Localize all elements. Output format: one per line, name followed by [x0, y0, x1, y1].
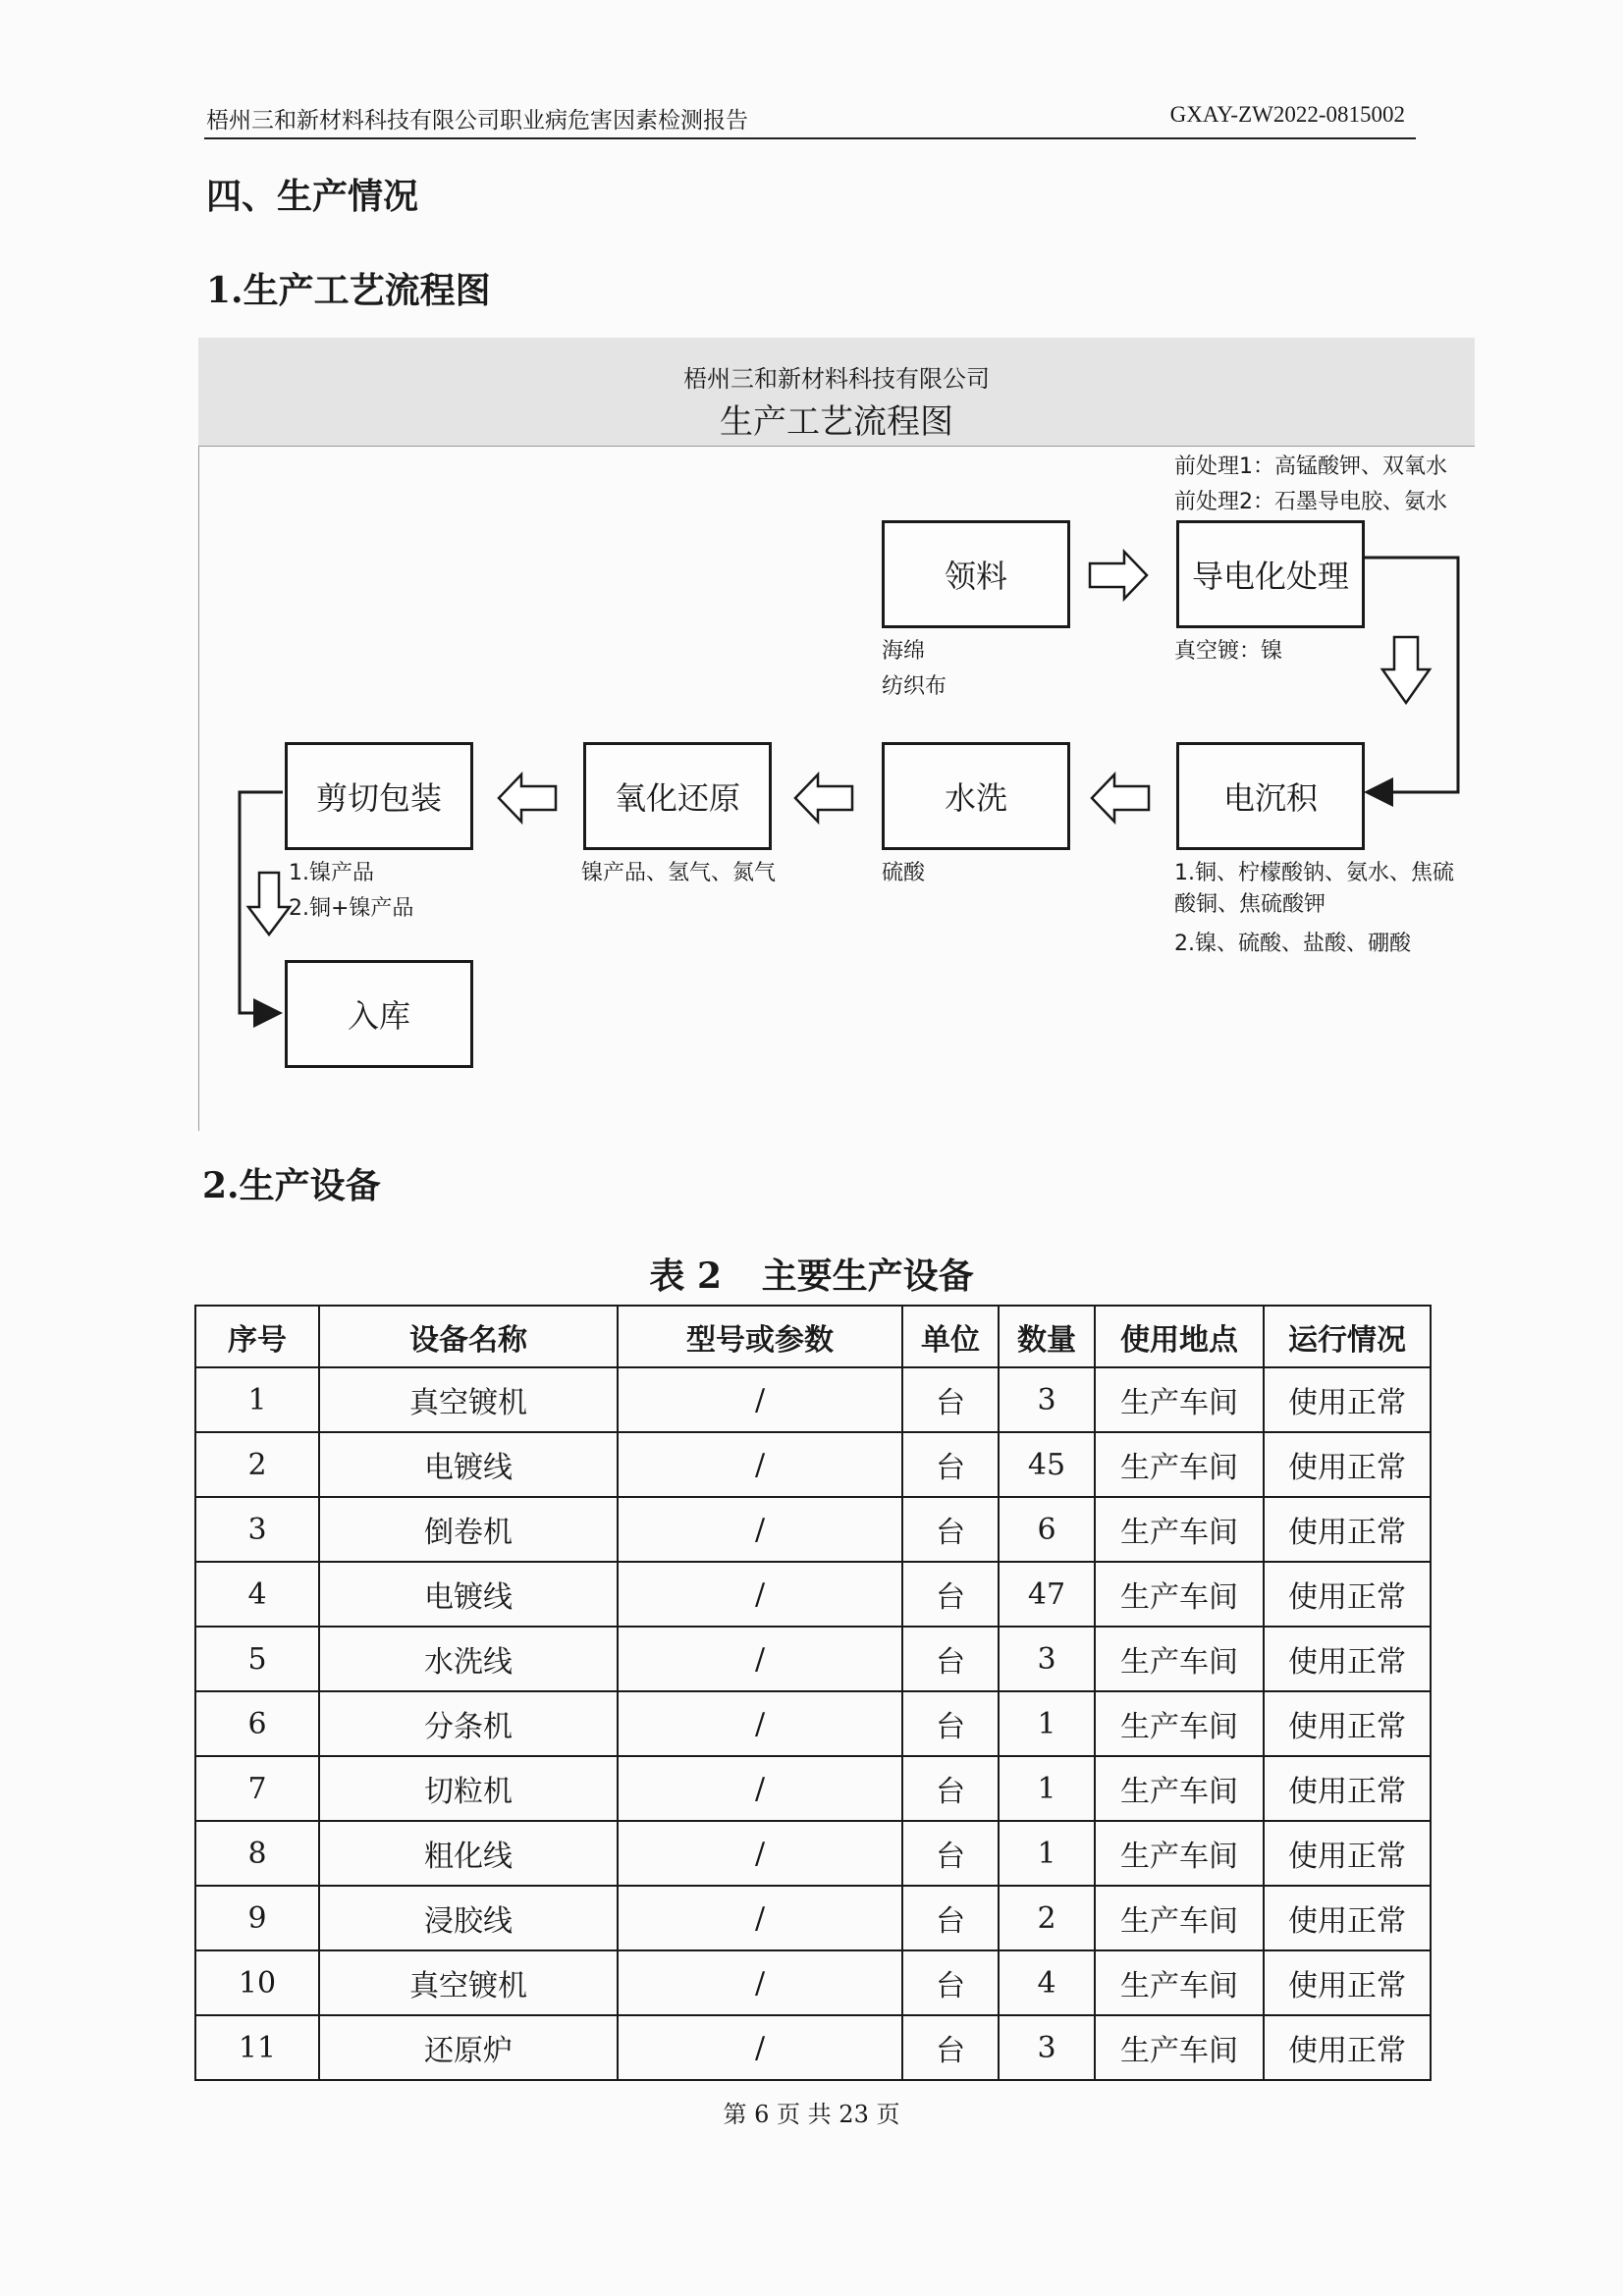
cell-qty: 4 — [999, 1950, 1095, 2015]
cell-model: / — [618, 1497, 902, 1562]
cell-model: / — [618, 1627, 902, 1691]
cell-model: / — [618, 1950, 902, 2015]
cell-location: 生产车间 — [1095, 1950, 1264, 2015]
cell-model: / — [618, 1562, 902, 1627]
flowchart-title: 生产工艺流程图 — [720, 402, 953, 442]
cell-status: 使用正常 — [1264, 2015, 1431, 2080]
cell-unit: 台 — [902, 2015, 999, 2080]
table-row — [195, 1432, 1431, 1497]
table-row — [195, 2015, 1431, 2080]
cell-qty: 1 — [999, 1821, 1095, 1886]
note-depo-1b: 酸铜、焦硫酸钾 — [1174, 892, 1326, 917]
cell-qty: 3 — [999, 1627, 1095, 1691]
cell-model: / — [618, 1886, 902, 1950]
cell-unit: 台 — [902, 1756, 999, 1821]
table-row — [195, 1497, 1431, 1562]
header-divider — [204, 137, 1416, 139]
subsection-title-equipment: 2.生产设备 — [202, 1165, 381, 1206]
note-depo-1a: 1.铜、柠檬酸钠、氨水、焦硫 — [1174, 861, 1454, 885]
col-header-model: 型号或参数 — [618, 1306, 902, 1367]
cell-qty: 6 — [999, 1497, 1095, 1562]
cell-unit: 台 — [902, 1821, 999, 1886]
note-pretreat-1: 前处理1：高锰酸钾、双氧水 — [1174, 454, 1447, 479]
cell-status: 使用正常 — [1264, 1691, 1431, 1756]
cell-unit: 台 — [902, 1497, 999, 1562]
cell-name: 真空镀机 — [319, 1950, 618, 2015]
col-header-status: 运行情况 — [1264, 1306, 1431, 1367]
cell-qty: 1 — [999, 1691, 1095, 1756]
note-depo-2: 2.镍、硫酸、盐酸、硼酸 — [1174, 932, 1411, 956]
cell-index: 7 — [195, 1756, 319, 1821]
cell-unit: 台 — [902, 1691, 999, 1756]
table-caption — [0, 1249, 1623, 1299]
arrow-redox-to-cut — [499, 774, 556, 822]
col-header-location: 使用地点 — [1095, 1306, 1264, 1367]
cell-name: 浸胶线 — [319, 1886, 618, 1950]
cell-index: 10 — [195, 1950, 319, 2015]
cell-name: 电镀线 — [319, 1562, 618, 1627]
cell-qty: 1 — [999, 1756, 1095, 1821]
cell-name: 倒卷机 — [319, 1497, 618, 1562]
step-cut-pack: 剪切包装 — [285, 742, 473, 850]
cell-location: 生产车间 — [1095, 1756, 1264, 1821]
cell-status: 使用正常 — [1264, 1821, 1431, 1886]
cell-index: 4 — [195, 1562, 319, 1627]
cell-name: 分条机 — [319, 1691, 618, 1756]
cell-model: / — [618, 2015, 902, 2080]
arrow-cut-down — [248, 873, 290, 934]
table-row — [195, 1562, 1431, 1627]
cell-location: 生产车间 — [1095, 1627, 1264, 1691]
cell-qty: 2 — [999, 1886, 1095, 1950]
table-row — [195, 1367, 1431, 1432]
table-caption-text: 主要生产设备 — [761, 1255, 974, 1297]
page-footer: 第 6 页 共 23 页 — [723, 2101, 900, 2128]
cell-model: / — [618, 1691, 902, 1756]
cell-index: 5 — [195, 1627, 319, 1691]
table-caption-number: 表 2 — [649, 1255, 723, 1297]
cell-model: / — [618, 1432, 902, 1497]
col-header-unit: 单位 — [902, 1306, 999, 1367]
cell-name: 粗化线 — [319, 1821, 618, 1886]
cell-status: 使用正常 — [1264, 1886, 1431, 1950]
subsection-title-process: 1.生产工艺流程图 — [206, 270, 491, 311]
cell-index: 9 — [195, 1886, 319, 1950]
report-header-title: 梧州三和新材料科技有限公司职业病危害因素检测报告 — [206, 108, 748, 133]
cell-index: 8 — [195, 1821, 319, 1886]
cell-index: 6 — [195, 1691, 319, 1756]
table-row — [195, 1627, 1431, 1691]
col-header-index: 序号 — [195, 1306, 319, 1367]
report-number: GXAY-ZW2022-0815002 — [1169, 102, 1405, 127]
equipment-table — [194, 1305, 1432, 2081]
table-row — [195, 1886, 1431, 1950]
cell-model: / — [618, 1821, 902, 1886]
step-wash: 水洗 — [882, 742, 1070, 850]
cell-qty: 3 — [999, 1367, 1095, 1432]
cell-qty: 3 — [999, 2015, 1095, 2080]
arrow-wash-to-redox — [795, 774, 852, 822]
cell-status: 使用正常 — [1264, 1756, 1431, 1821]
cell-unit: 台 — [902, 1886, 999, 1950]
note-redox: 镍产品、氢气、氮气 — [581, 861, 777, 885]
cell-location: 生产车间 — [1095, 1367, 1264, 1432]
table-row — [195, 1756, 1431, 1821]
cell-unit: 台 — [902, 1432, 999, 1497]
cell-location: 生产车间 — [1095, 1886, 1264, 1950]
step-receive: 领料 — [882, 520, 1070, 628]
cell-location: 生产车间 — [1095, 1432, 1264, 1497]
cell-location: 生产车间 — [1095, 2015, 1264, 2080]
table-row — [195, 1950, 1431, 2015]
col-header-qty: 数量 — [999, 1306, 1095, 1367]
cell-index: 11 — [195, 2015, 319, 2080]
note-product-2: 2.铜+镍产品 — [289, 896, 414, 921]
cell-name: 电镀线 — [319, 1432, 618, 1497]
cell-unit: 台 — [902, 1950, 999, 2015]
cell-model: / — [618, 1756, 902, 1821]
table-row — [195, 1691, 1431, 1756]
section-title: 四、生产情况 — [206, 176, 419, 217]
cell-location: 生产车间 — [1095, 1497, 1264, 1562]
cell-unit: 台 — [902, 1367, 999, 1432]
arrow-conductive-down — [1382, 637, 1430, 703]
note-product-1: 1.镍产品 — [289, 861, 374, 885]
cell-status: 使用正常 — [1264, 1627, 1431, 1691]
note-nonwoven: 纺织布 — [882, 674, 947, 699]
cell-status: 使用正常 — [1264, 1367, 1431, 1432]
note-pretreat-2: 前处理2：石墨导电胶、氨水 — [1174, 490, 1447, 514]
cell-qty: 45 — [999, 1432, 1095, 1497]
col-header-name: 设备名称 — [319, 1306, 618, 1367]
step-redox: 氧化还原 — [583, 742, 772, 850]
process-flowchart — [198, 338, 1475, 1131]
cell-name: 水洗线 — [319, 1627, 618, 1691]
cell-status: 使用正常 — [1264, 1432, 1431, 1497]
cell-index: 1 — [195, 1367, 319, 1432]
cell-location: 生产车间 — [1095, 1821, 1264, 1886]
arrow-depo-to-wash — [1092, 774, 1149, 822]
step-conductive: 导电化处理 — [1176, 520, 1365, 628]
arrow-receive-to-conductive — [1090, 552, 1147, 599]
cell-model: / — [618, 1367, 902, 1432]
note-wash: 硫酸 — [882, 861, 926, 885]
step-storage: 入库 — [285, 960, 473, 1068]
cell-location: 生产车间 — [1095, 1691, 1264, 1756]
cell-name: 真空镀机 — [319, 1367, 618, 1432]
cell-status: 使用正常 — [1264, 1562, 1431, 1627]
note-sponge: 海绵 — [882, 639, 926, 664]
table-row — [195, 1821, 1431, 1886]
cell-index: 3 — [195, 1497, 319, 1562]
cell-unit: 台 — [902, 1627, 999, 1691]
cell-unit: 台 — [902, 1562, 999, 1627]
note-vacuum: 真空镀：镍 — [1174, 639, 1283, 664]
step-electrodeposit: 电沉积 — [1176, 742, 1365, 850]
table-header-row — [195, 1306, 1431, 1367]
cell-name: 还原炉 — [319, 2015, 618, 2080]
cell-status: 使用正常 — [1264, 1950, 1431, 2015]
cell-index: 2 — [195, 1432, 319, 1497]
cell-location: 生产车间 — [1095, 1562, 1264, 1627]
cell-status: 使用正常 — [1264, 1497, 1431, 1562]
cell-qty: 47 — [999, 1562, 1095, 1627]
flowchart-company: 梧州三和新材料科技有限公司 — [683, 365, 990, 393]
cell-name: 切粒机 — [319, 1756, 618, 1821]
